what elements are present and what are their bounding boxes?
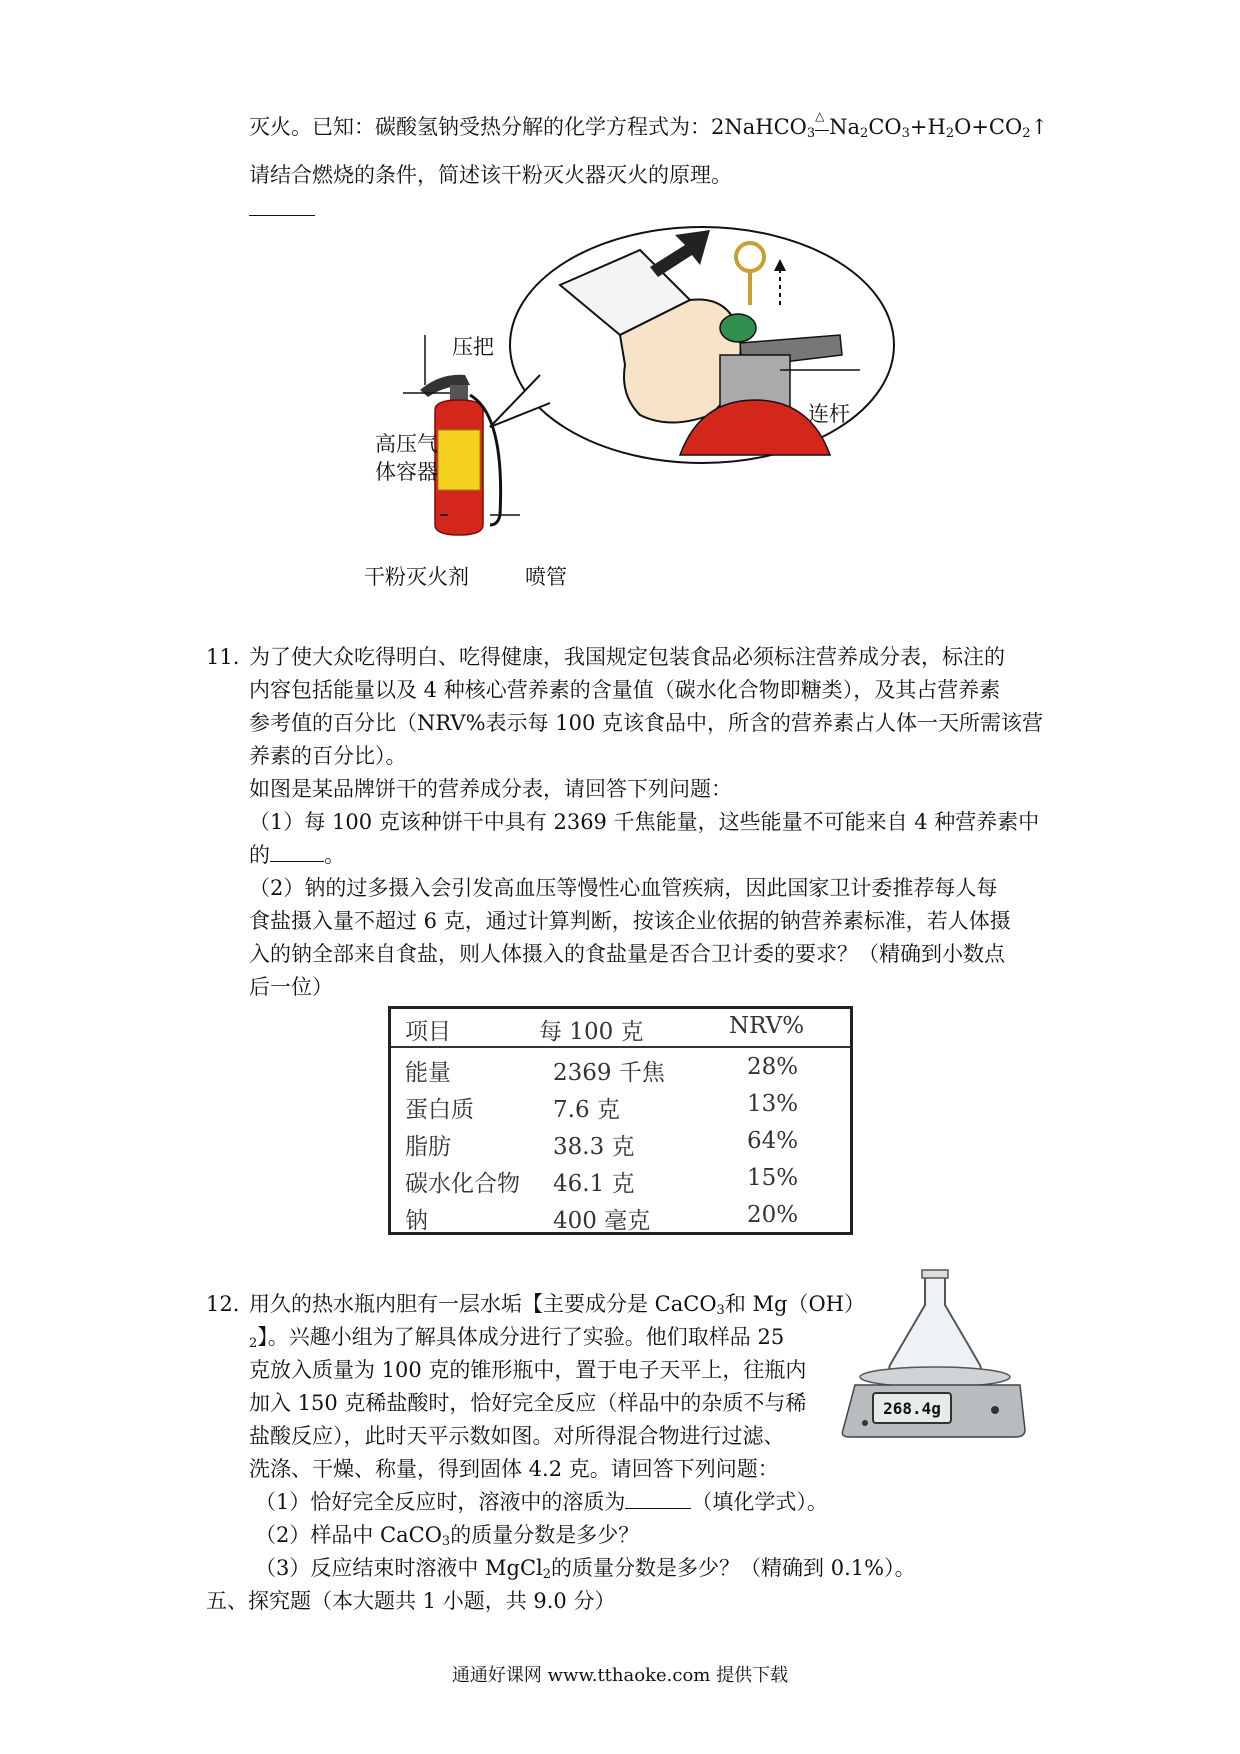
extinguisher-label (438, 430, 480, 490)
table-cell: 蛋白质 (405, 1097, 474, 1123)
q11-text: 的 (249, 843, 270, 867)
q12-sub-1 (255, 1486, 828, 1519)
equation-part: CO (868, 115, 902, 139)
label-gas-container-2: 体容器 (375, 460, 438, 484)
table-cell: 400 毫克 (553, 1208, 651, 1234)
table-cell: 碳水化合物 (405, 1171, 520, 1197)
subscript: 2 (1022, 126, 1031, 141)
answer-blank-q11-1[interactable] (270, 841, 324, 862)
q12-line-3: 克放入质量为 100 克的锥形瓶中，置于电子天平上，往瓶内 (249, 1358, 807, 1382)
heat-symbol (815, 109, 829, 131)
intro-line-1 (249, 111, 1048, 150)
q12-line-6: 洗涤、干燥、称量，得到固体 4.2 克。请回答下列问题： (249, 1457, 779, 1481)
label-nozzle: 喷管 (525, 565, 567, 589)
q12-line-5: 盐酸反应），此时天平示数如图。对所得混合物进行过滤、 (249, 1424, 785, 1448)
q11-p2-line-3: 入的钠全部来自食盐，则人体摄入的食盐量是否合卫计委的要求？（精确到小数点 (249, 942, 1005, 966)
q12-text: 的质量分数是多少？（精确到 0.1%）。 (551, 1556, 916, 1580)
heat-triangle: △ (815, 109, 825, 123)
question-12-number: 12. (206, 1292, 240, 1316)
subscript: 3 (441, 1534, 451, 1549)
table-cell: 20% (747, 1202, 799, 1228)
table-cell: 7.6 克 (553, 1097, 620, 1123)
answer-blank-q12-1[interactable] (625, 1488, 691, 1509)
section-5-heading: 五、探究题（本大题共 1 小题，共 9.0 分） (206, 1589, 616, 1613)
q11-p2-line-2: 食盐摄入量不超过 6 克，通过计算判断，按该企业依据的钠营养素标准，若人体摄 (249, 909, 1011, 933)
equation-part: Na (829, 115, 861, 139)
table-cell: 13% (747, 1091, 799, 1117)
subscript: 3 (716, 1303, 725, 1318)
q12-text: 】。兴趣小组为了解具体成分进行了实验。他们取样品 25 (257, 1325, 785, 1349)
subscript: 3 (806, 126, 816, 141)
nutrition-table (388, 1006, 853, 1235)
q12-text: （2）样品中 CaCO (255, 1523, 442, 1547)
q11-text: 。 (324, 843, 345, 867)
equation-part: +H (909, 115, 946, 139)
q11-p2-line-4: 后一位） (249, 975, 333, 999)
table-cell: 钠 (405, 1208, 428, 1234)
table-cell: 能量 (405, 1060, 451, 1086)
table-header-per100: 每 100 克 (539, 1019, 644, 1045)
subscript: 2 (249, 1336, 258, 1351)
q12-line-4: 加入 150 克稀盐酸时，恰好完全反应（样品中的杂质不与稀 (249, 1391, 807, 1415)
subscript: 2 (860, 126, 869, 141)
q11-line-5: 如图是某品牌饼干的营养成分表，请回答下列问题： (249, 777, 732, 801)
table-cell: 46.1 克 (553, 1171, 635, 1197)
q11-line-4: 养素的百分比）。 (249, 744, 407, 768)
equation-part: O+CO (954, 115, 1023, 139)
equation-part: 灭火。已知：碳酸氢钠受热分解的化学方程式为：2NaHCO (249, 115, 807, 139)
page-footer: 通通好课网 www.tthaoke.com 提供下载 (451, 1665, 789, 1686)
table-header-nrv: NRV% (729, 1013, 805, 1039)
conical-flask-icon (889, 1275, 981, 1373)
q12-text: 和 Mg（OH） (724, 1292, 865, 1316)
q12-text: （3）反应结束时溶液中 MgCl (255, 1556, 543, 1580)
label-powder: 干粉灭火剂 (364, 565, 469, 589)
table-cell: 64% (747, 1128, 799, 1154)
table-header-divider (391, 1046, 850, 1048)
table-cell: 脂肪 (405, 1134, 451, 1160)
q11-line-6: （1）每 100 克该种饼干中具有 2369 千焦能量，这些能量不可能来自 4 种营养素中 (249, 810, 1040, 834)
subscript: 2 (542, 1567, 552, 1582)
valve-icon (720, 314, 756, 342)
subscript: 2 (945, 126, 955, 141)
q12-text: （填化学式）。 (691, 1490, 828, 1514)
q12-text: 用久的热水瓶内胆有一层水垢【主要成分是 CaCO (249, 1292, 717, 1316)
intro-line-2: 请结合燃烧的条件，简述该干粉灭火器灭火的原理。 (249, 163, 732, 187)
balance-pan (860, 1367, 1010, 1387)
q12-text: （1）恰好完全反应时，溶液中的溶质为 (255, 1490, 626, 1514)
table-cell: 2369 千焦 (553, 1060, 665, 1086)
label-rod: 连杆 (808, 402, 850, 426)
gas-arrow: ↑ (1030, 115, 1049, 139)
q11-line-7 (249, 839, 345, 872)
q11-line-3: 参考值的百分比（NRV%表示每 100 克该食品中，所含的营养素占人体一天所需该营 (249, 711, 1043, 735)
q11-line-2: 内容包括能量以及 4 种核心营养素的含量值（碳水化合物即糖类），及其占营养素 (249, 678, 1001, 702)
label-handle: 压把 (452, 335, 494, 359)
answer-blank-intro[interactable] (249, 215, 315, 216)
question-11-number: 11. (206, 645, 240, 669)
electronic-balance-figure (835, 1265, 1030, 1450)
table-cell: 38.3 克 (553, 1134, 635, 1160)
table-cell: 28% (747, 1054, 799, 1080)
table-cell: 15% (747, 1165, 799, 1191)
q12-text: 的质量分数是多少？ (450, 1523, 640, 1547)
q11-p2-line-1: （2）钠的过多摄入会引发高血压等慢性心血管疾病，因此国家卫计委推荐每人每 (249, 876, 998, 900)
subscript: 3 (901, 126, 910, 141)
label-gas-container-1: 高压气 (375, 432, 438, 456)
balance-reading: 268.4g (883, 1399, 941, 1418)
q11-line-1: 为了使大众吃得明白、吃得健康，我国规定包装食品必须标注营养成分表，标注的 (249, 645, 1005, 669)
table-header-item: 项目 (405, 1019, 451, 1045)
